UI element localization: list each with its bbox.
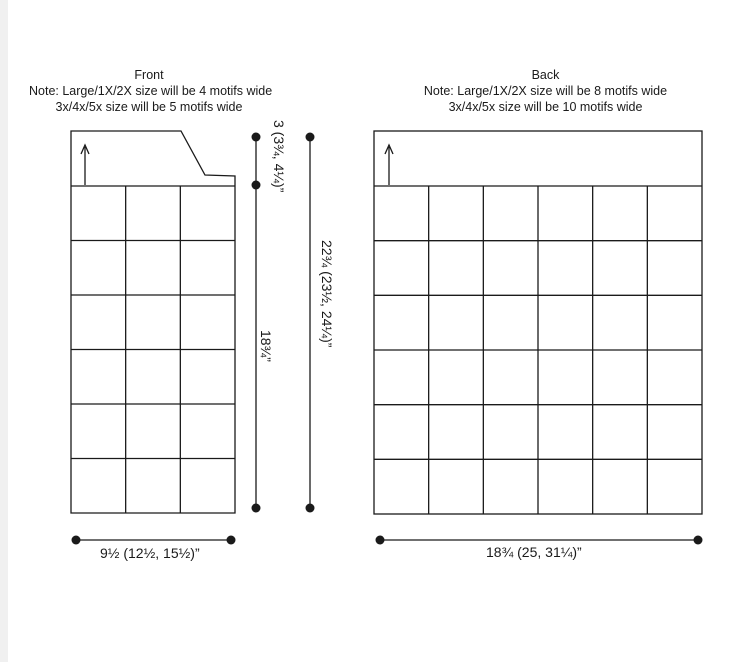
total-height-endpoint [306,504,315,513]
total-height-label: 22¾ (23½, 24¼)” [319,240,335,348]
back-note-line2: 3x/4x/5x size will be 10 motifs wide [448,100,643,114]
front-note-line1: Note: Large/1X/2X size will be 4 motifs wide [29,84,273,98]
back-caption [418,67,673,115]
front-height-endpoint [252,133,261,142]
back-panel [374,131,702,514]
front-height-endpoint [252,504,261,513]
front-note-line2: 3x/4x/5x size will be 5 motifs wide [55,100,243,114]
front-caption [29,67,273,115]
front-outline [71,131,235,513]
front-width-label: 9½ (12½, 15½)” [100,545,200,561]
front-panel [71,131,235,513]
front-width-endpoint [72,536,81,545]
front-width-endpoint [227,536,236,545]
front-height-midpoint [252,181,261,190]
total-height-endpoint [306,133,315,142]
schematic-sheet [8,0,750,662]
back-note-line1: Note: Large/1X/2X size will be 8 motifs wide [423,84,668,98]
front-title: Front [134,68,164,82]
front-yoke-height-label: 3 (3¾, 4¼)” [271,120,287,193]
back-width-label: 18¾ (25, 31¼)” [486,544,582,560]
front-body-height-label: 18¾” [258,330,274,362]
back-title: Back [531,68,560,82]
back-width-endpoint [376,536,385,545]
back-width-endpoint [694,536,703,545]
